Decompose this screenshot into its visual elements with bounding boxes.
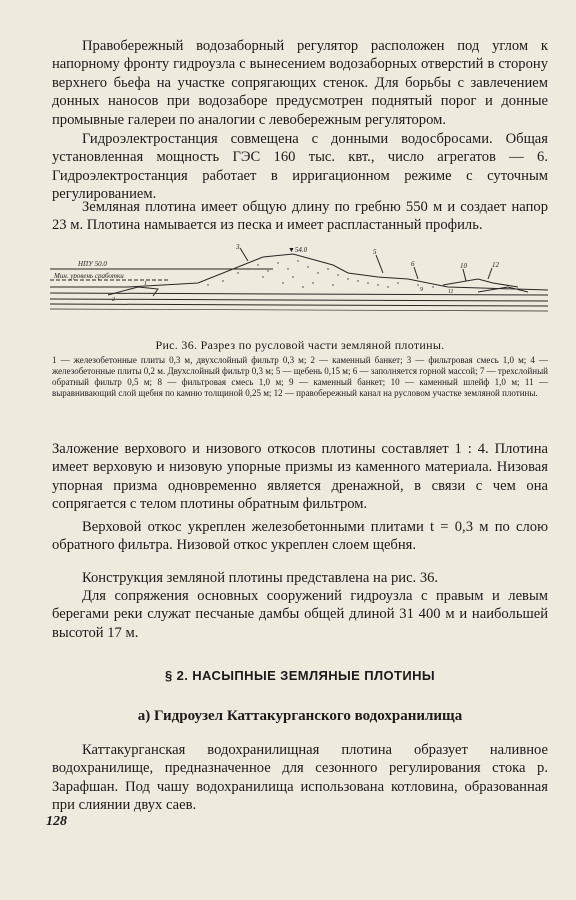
leader-10 bbox=[463, 269, 466, 281]
label-12: 12 bbox=[492, 261, 499, 269]
paragraph-water-intake: Правобережный водозаборный регулятор расположен под углом к напорному фронту гидроузла с вынесением водозаборных отверстий в сторону верхнего бьефа на участке сопрягающих стенок. Для борьбы с завлечением донных наносов при водозаборе предусмотрен поднятый порог и донные промывные галереи по аналогии с левобережным регулятором. bbox=[52, 38, 548, 128]
dam-profile-line bbox=[50, 254, 548, 290]
downstream-toe bbox=[443, 279, 518, 287]
leader-6 bbox=[414, 267, 418, 279]
dam-body-fill bbox=[207, 260, 433, 287]
dam-cross-section-figure bbox=[48, 243, 550, 331]
foundation-line-1 bbox=[50, 293, 548, 295]
leader-12 bbox=[488, 268, 492, 279]
label-6: 6 bbox=[411, 260, 415, 268]
paragraph-dams: Для сопряжения основных сооружений гидроузла с правым и левым берегами реки служат песчаные дамбы общей длиной 31 400 м и наибольшей высотой 17 м. bbox=[52, 588, 548, 641]
leader-5 bbox=[376, 255, 383, 273]
section-heading: § 2. НАСЫПНЫЕ ЗЕМЛЯНЫЕ ПЛОТИНЫ bbox=[164, 668, 436, 683]
label-9: 9 bbox=[420, 287, 423, 293]
foundation-line-3 bbox=[50, 304, 548, 306]
paragraph-earth-dam: Земляная плотина имеет общую длину по гребню 550 м и создает напор 23 м. Плотина намывается из песка и имеет распластанный профиль. bbox=[52, 199, 548, 234]
figure-legend: 1 — железобетонные плиты 0,3 м, двухслойный фильтр 0,3 м; 2 — каменный банкет; 3 — фильтровая смесь 1,0 м; 4 — железобетонные плиты 0,2 м. Двухслойный фильтр 0,3 м; 5 — щебень 0,15 м; 6 — заполняется горной массой; 7 — трехслойный обратный фильтр 0,5 м; 8 — фильтровая смесь 1,0 м; 9 — каменный банкет; 10 — каменный шлейф 1,0 м; 11 — выравнивающий слой щебня по камню толщиной 0,25 м; 12 — правобережный канал на русловом участке земляной плотины. bbox=[52, 355, 548, 398]
label-crest: ▼54.0 bbox=[288, 246, 308, 254]
foundation-line-2 bbox=[50, 299, 548, 301]
subsection-heading: а) Гидроузел Каттакурганского водохранилища bbox=[137, 708, 463, 724]
paragraph-kattakurgan: Каттакурганская водохранилищная плотина образует наливное водохранилище, предназначенное для сезонного регулирования стока р. Зарафшан. Под чашу водохранилища использована котловина, образованная при слиянии двух саев. bbox=[52, 742, 548, 814]
upstream-berm bbox=[108, 287, 158, 296]
label-5: 5 bbox=[373, 248, 377, 256]
label-npu: НПУ 50.0 bbox=[78, 260, 107, 268]
paragraph-slopes: Заложение верхового и низового откосов плотины составляет 1 : 4. Плотина имеет верховую и низовую упорные призмы из каменного материала. Низовая упорная призма одновременно является дренажной, в связи с чем она сопрягается с телом плотины обратным фильтром. bbox=[52, 441, 548, 513]
figure-caption: Рис. 36. Разрез по русловой части земляной плотины. bbox=[155, 338, 445, 352]
label-10: 10 bbox=[460, 262, 467, 270]
label-min-level: Мин. уровень сработки bbox=[54, 272, 124, 280]
label-1: 1 bbox=[144, 281, 147, 287]
page-number: 128 bbox=[46, 814, 67, 829]
paragraph-construction-ref: Конструкция земляной плотины представлена на рис. 36. bbox=[82, 570, 439, 586]
leader-3 bbox=[240, 248, 248, 261]
label-2: 2 bbox=[112, 297, 115, 303]
label-11: 11 bbox=[448, 289, 454, 295]
label-3: 3 bbox=[236, 243, 240, 251]
foundation-line-4 bbox=[50, 309, 548, 311]
paragraph-power-station: Гидроэлектростанция совмещена с донными водосбросами. Общая установленная мощность ГЭС 160 тыс. квт., число агрегатов — 6. Гидроэлектростанция работает в ирригационном режиме с суточным регулированием. bbox=[52, 131, 548, 203]
paragraph-upstream-slope: Верховой откос укреплен железобетонными плитами t = 0,3 м по слою обратного фильтра. Низовой откос укреплен слоем щебня. bbox=[52, 519, 548, 554]
